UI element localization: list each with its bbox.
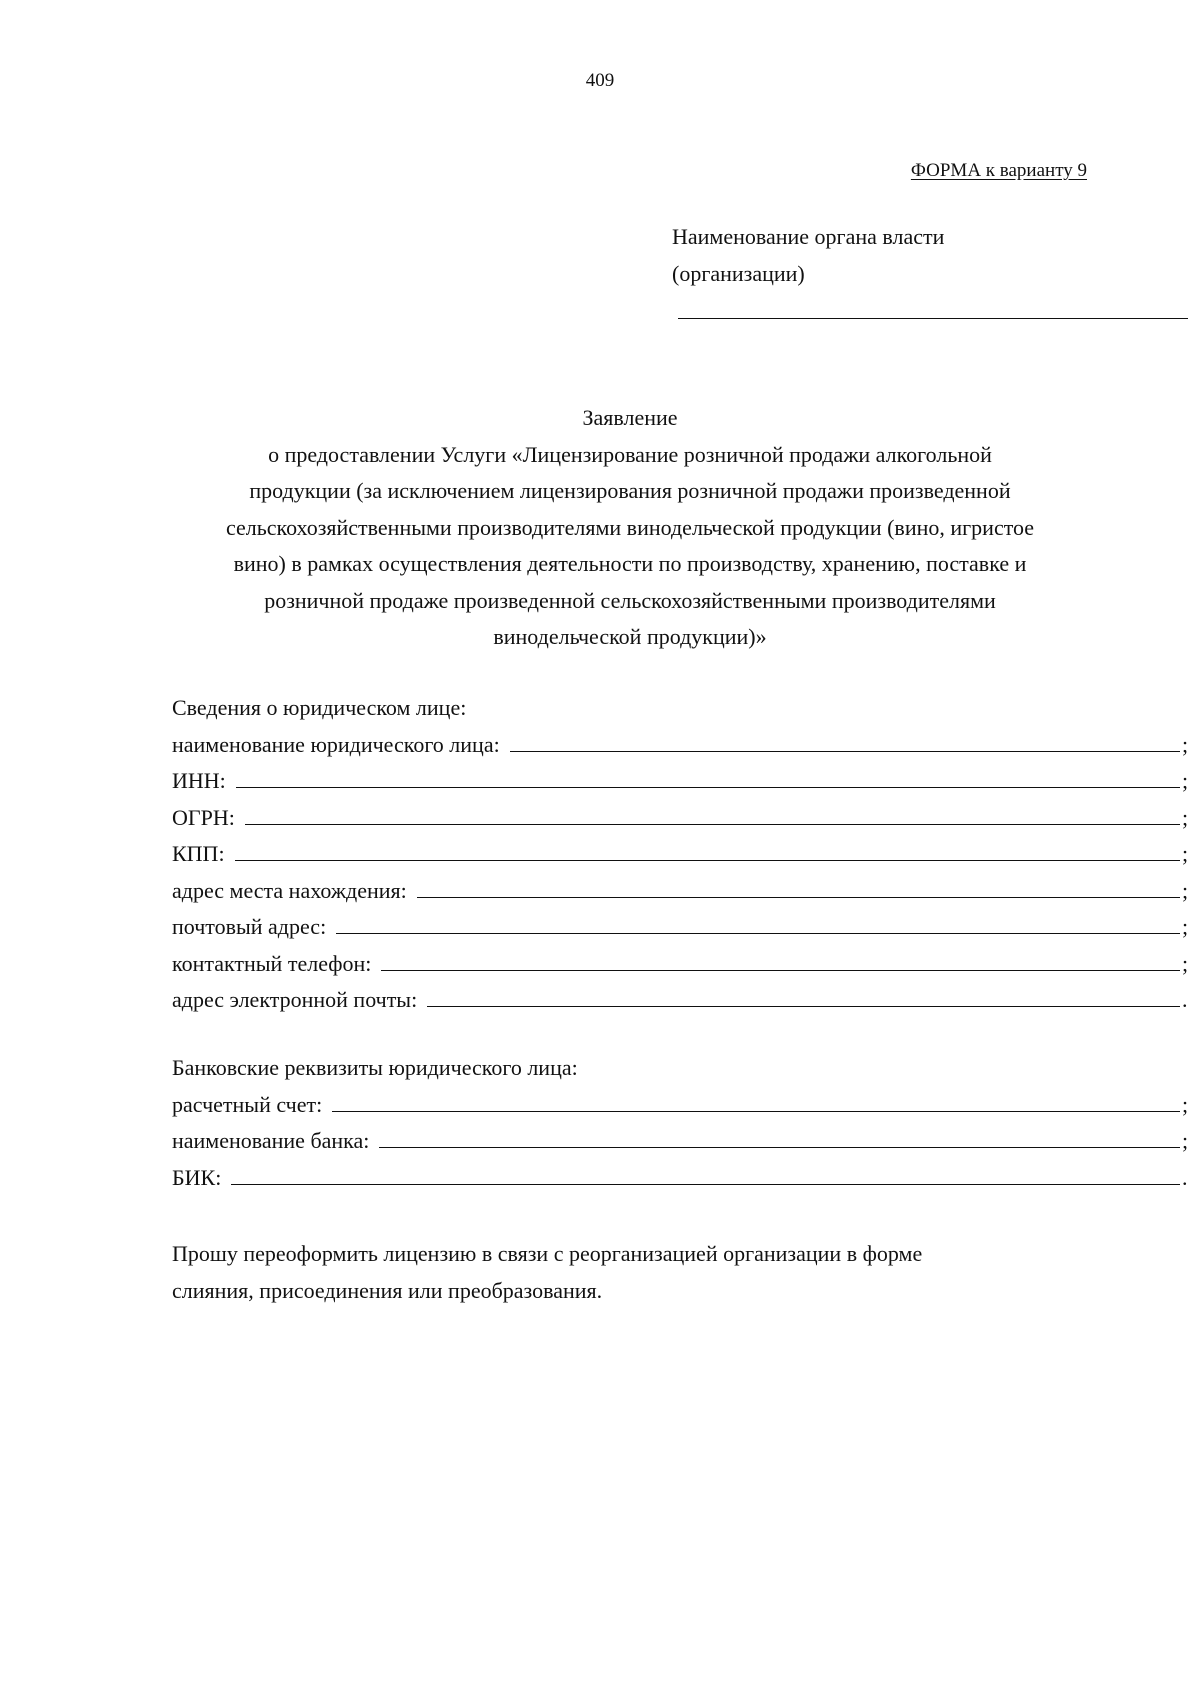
field-row-account	[172, 1087, 1194, 1124]
page-number: 409	[585, 70, 615, 91]
title-line: о предоставлении Услуги «Лицензирование розничной продажи алкогольной	[268, 441, 992, 467]
field-row-location-address	[172, 873, 1194, 910]
inn-field[interactable]	[236, 765, 1180, 788]
authority-name-field[interactable]	[678, 318, 1188, 319]
legal-entity-section	[172, 690, 1194, 1019]
field-end: ;	[1182, 1128, 1189, 1153]
title-line: вино) в рамках осуществления деятельности по производству, хранению, поставке и	[233, 551, 1027, 576]
field-end: ;	[1182, 1091, 1189, 1117]
entity-name-field[interactable]	[510, 729, 1180, 752]
field-end: .	[1182, 1164, 1188, 1190]
authority-line-2: (организации)	[672, 261, 805, 286]
request-line-2: слияния, присоединения или преобразования.	[172, 1278, 603, 1303]
email-field[interactable]	[427, 984, 1180, 1007]
field-label: ИНН:	[172, 768, 226, 793]
bank-section	[172, 1050, 1194, 1196]
title-heading: Заявление	[582, 405, 678, 430]
authority-line-1: Наименование органа власти	[672, 224, 945, 249]
field-row-inn	[172, 763, 1194, 800]
field-label: адрес места нахождения:	[172, 877, 407, 903]
phone-field[interactable]	[381, 948, 1180, 971]
field-label: БИК:	[172, 1164, 222, 1190]
bik-field[interactable]	[231, 1162, 1180, 1185]
title-line: винодельческой продукции)»	[493, 624, 767, 649]
field-end: ;	[1182, 768, 1189, 793]
authority-block	[672, 218, 944, 292]
field-label: адрес электронной почты:	[172, 987, 418, 1012]
field-end: ;	[1182, 877, 1189, 903]
account-field[interactable]	[332, 1089, 1180, 1112]
field-row-bik	[172, 1160, 1194, 1197]
field-label: КПП:	[172, 841, 225, 866]
field-label: контактный телефон:	[172, 950, 372, 976]
field-label: почтовый адрес:	[172, 914, 327, 939]
kpp-field[interactable]	[235, 838, 1180, 861]
ogrn-field[interactable]	[245, 802, 1180, 825]
field-end: ;	[1182, 914, 1189, 939]
postal-address-field[interactable]	[336, 911, 1180, 934]
field-label: наименование юридического лица:	[172, 731, 500, 757]
title-line: продукции (за исключением лицензирования розничной продажи произведенной	[249, 478, 1011, 503]
bank-name-field[interactable]	[379, 1125, 1180, 1148]
form-label: ФОРМА к варианту 9	[910, 160, 1087, 181]
field-end: ;	[1182, 841, 1189, 866]
field-end: ;	[1182, 731, 1189, 757]
field-row-entity-name	[172, 727, 1194, 764]
field-label: ОГРН:	[172, 804, 235, 830]
location-address-field[interactable]	[417, 875, 1180, 898]
field-row-kpp	[172, 836, 1194, 873]
title-line: розничной продаже произведенной сельскохозяйственными производителями	[264, 587, 996, 613]
title-line: сельскохозяйственными производителями винодельческой продукции (вино, игристое	[225, 514, 1035, 540]
field-end: .	[1182, 987, 1188, 1012]
field-row-ogrn	[172, 800, 1194, 837]
document-title	[160, 400, 1100, 656]
field-row-email	[172, 982, 1194, 1019]
bank-heading: Банковские реквизиты юридического лица:	[172, 1055, 578, 1080]
request-line-1: Прошу переоформить лицензию в связи с реорганизацией организации в форме	[172, 1241, 923, 1266]
field-label: расчетный счет:	[172, 1091, 323, 1117]
request-paragraph	[172, 1235, 1072, 1309]
field-row-postal-address	[172, 909, 1194, 946]
field-end: ;	[1182, 950, 1189, 976]
field-end: ;	[1182, 804, 1189, 830]
field-row-bank-name	[172, 1123, 1194, 1160]
field-label: наименование банка:	[172, 1128, 370, 1153]
field-row-phone	[172, 946, 1194, 983]
legal-entity-heading: Сведения о юридическом лице:	[172, 695, 467, 720]
